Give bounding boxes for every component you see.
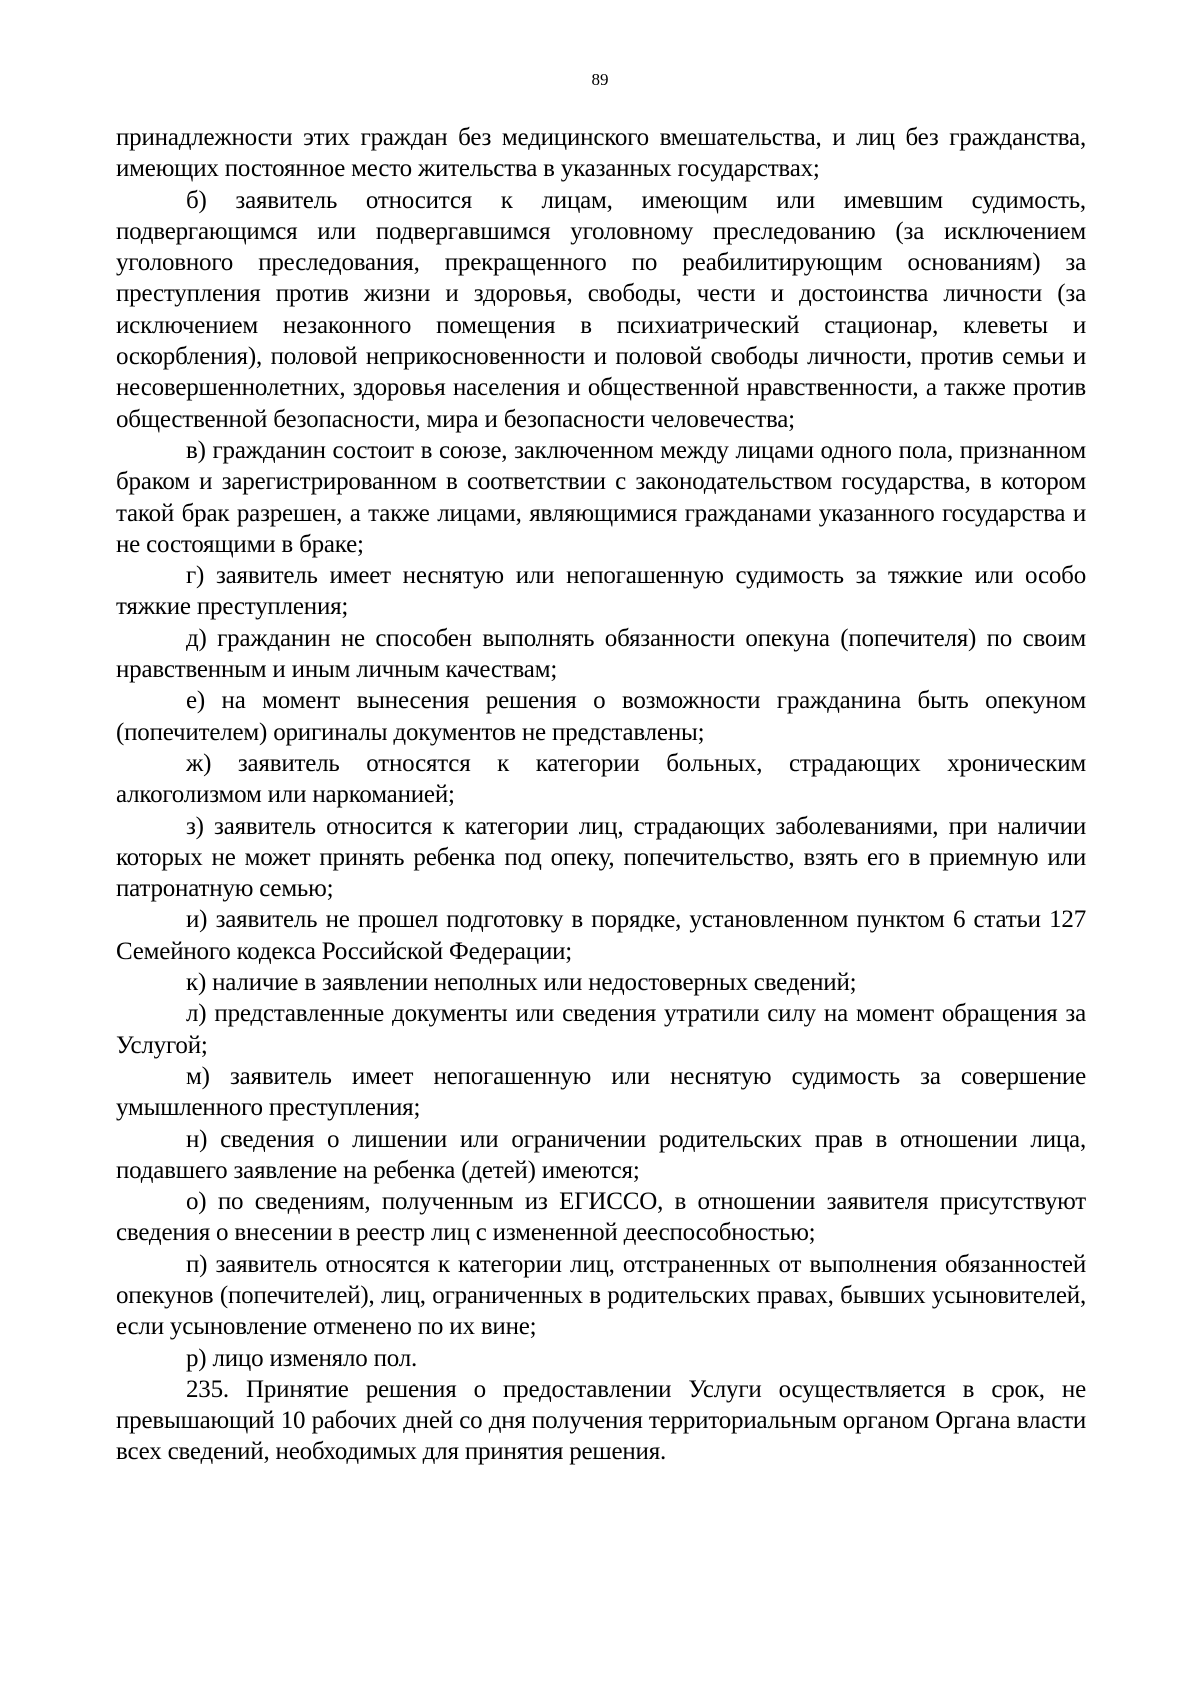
page-number: 89 bbox=[591, 70, 609, 89]
list-item-e: е) на момент вынесения решения о возможности гражданина быть опекуном (попечителем) оригиналы документов не представлены; bbox=[116, 687, 1086, 746]
document-body bbox=[116, 122, 1086, 1468]
clause-235: 235. Принятие решения о предоставлении Услуги осуществляется в срок, не превышающий 10 рабочих дней со дня получения территориальным органом Органа власти всех сведений, необходимых для принятия решения. bbox=[116, 1375, 1086, 1466]
paragraph-continuation: принадлежности этих граждан без медицинского вмешательства, и лиц без гражданства, имеющих постоянное место жительства в указанных государствах; bbox=[116, 124, 1086, 183]
list-item-r: р) лицо изменяло пол. bbox=[186, 1344, 418, 1372]
list-item-v: в) гражданин состоит в союзе, заключенном между лицами одного пола, признанном браком и зарегистрированном в соответствии с законодательством государства, в котором такой брак разрешен, а также лицами, являющимися гражданами указанного государства и не состоящими в браке; bbox=[116, 436, 1086, 558]
list-item-zh: ж) заявитель относятся к категории больных, страдающих хроническим алкоголизмом или наркоманией; bbox=[116, 749, 1086, 809]
list-item-b: б) заявитель относится к лицам, имеющим или имевшим судимость, подвергающимся или подвергавшимся уголовному преследованию (за исключением уголовного преследования, прекращенного по реабилитирующим основаниям) за преступления против жизни и здоровья, свободы, чести и достоинства личности (за исключением незаконного помещения в психиатрический стационар, клеветы и оскорбления), половой неприкосновенности и половой свободы личности, против семьи и несовершеннолетних, здоровья населения и общественной нравственности, а также против общественной безопасности, мира и безопасности человечества; bbox=[116, 186, 1086, 433]
list-item-o: о) по сведениям, полученным из ЕГИССО, в отношении заявителя присутствуют сведения о внесении в реестр лиц с измененной дееспособностью; bbox=[116, 1188, 1086, 1247]
list-item-i: и) заявитель не прошел подготовку в порядке, установленном пунктом 6 статьи 127 Семейного кодекса Российской Федерации; bbox=[116, 906, 1086, 965]
list-item-l: л) представленные документы или сведения утратили силу на момент обращения за Услугой; bbox=[116, 1000, 1086, 1059]
list-item-d: д) гражданин не способен выполнять обязанности опекуна (попечителя) по своим нравственным и иным личным качествам; bbox=[116, 624, 1086, 684]
list-item-n: н) сведения о лишении или ограничении родительских прав в отношении лица, подавшего заявление на ребенка (детей) имеются; bbox=[116, 1125, 1086, 1184]
list-item-k: к) наличие в заявлении неполных или недостоверных сведений; bbox=[186, 969, 857, 997]
list-item-p: п) заявитель относятся к категории лиц, отстраненных от выполнения обязанностей опекунов (попечителей), лиц, ограниченных в родительских правах, бывших усыновителей, если усыновление отменено по их вине; bbox=[116, 1250, 1086, 1341]
list-item-g: г) заявитель имеет неснятую или непогашенную судимость за тяжкие или особо тяжкие преступления; bbox=[116, 562, 1086, 621]
list-item-m: м) заявитель имеет непогашенную или неснятую судимость за совершение умышленного преступления; bbox=[116, 1062, 1086, 1122]
list-item-z: з) заявитель относится к категории лиц, страдающих заболеваниями, при наличии которых не может принять ребенка под опеку, попечительство, взять его в приемную или патронатную семью; bbox=[116, 812, 1086, 903]
